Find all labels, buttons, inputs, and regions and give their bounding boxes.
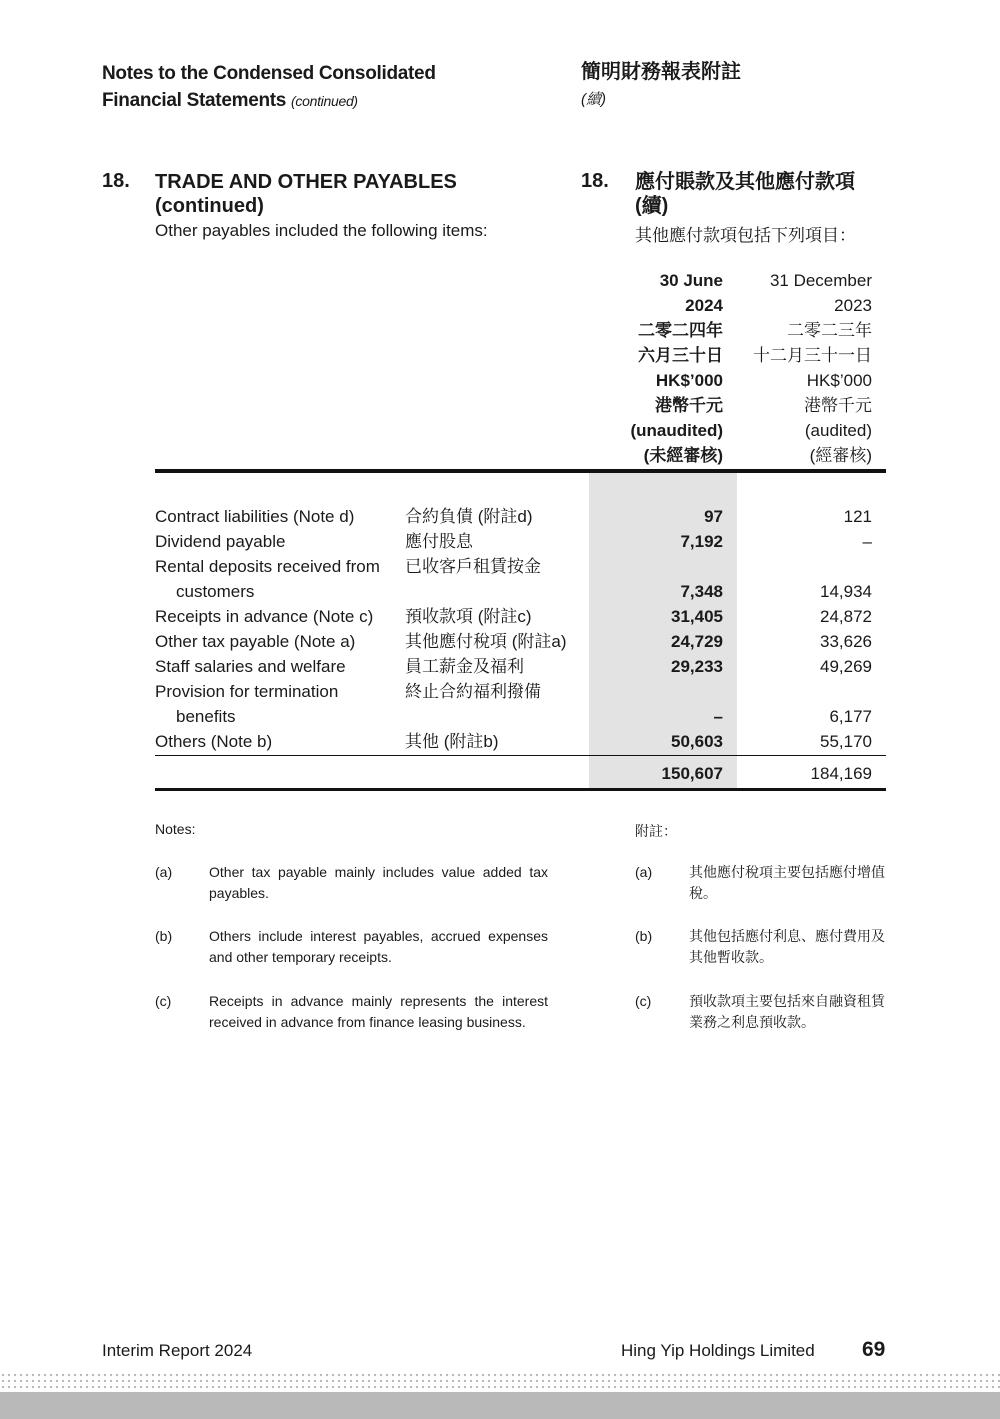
note-text-zh: 其他包括應付利息、應付費用及其他暫收款。 bbox=[689, 928, 885, 965]
row-value-previous: 14,934 bbox=[820, 582, 872, 601]
col-prev-line: 港幣千元 bbox=[804, 396, 872, 415]
note-letter-en: (a) bbox=[155, 864, 173, 880]
row-label-zh: 預收款項 (附註c) bbox=[405, 607, 532, 626]
row-label-en: Other tax payable (Note a) bbox=[155, 632, 356, 651]
row-label-en: Rental deposits received from bbox=[155, 557, 380, 576]
row-label-zh: 終止合約福利撥備 bbox=[405, 682, 541, 701]
header-line-2 bbox=[102, 87, 436, 115]
row-label-en: Receipts in advance (Note c) bbox=[155, 607, 374, 626]
col-cur-line: (unaudited) bbox=[630, 421, 723, 440]
col-cur-line: 六月三十日 bbox=[638, 346, 723, 365]
col-cur-line: 2024 bbox=[685, 296, 723, 315]
column-header-previous bbox=[737, 268, 872, 468]
page-number: 69 bbox=[862, 1338, 886, 1361]
running-header-zh-continued: (續) bbox=[581, 91, 606, 108]
col-prev-line: 31 December bbox=[769, 271, 872, 290]
total-current: 150,607 bbox=[661, 764, 723, 783]
row-value-previous: 49,269 bbox=[820, 657, 872, 676]
section-number-zh: 18. bbox=[581, 170, 609, 192]
header-line-1: Notes to the Condensed Consolidated bbox=[102, 63, 436, 84]
col-cur-line: (未經審核) bbox=[643, 446, 723, 465]
row-value-current: 50,603 bbox=[671, 732, 723, 751]
row-label-zh: 合約負債 (附註d) bbox=[405, 507, 533, 526]
section-title-zh-line1: 應付賬款及其他應付款項 bbox=[635, 171, 855, 193]
section-title-zh-line2: (續) bbox=[635, 195, 669, 217]
section-title-en bbox=[155, 170, 457, 218]
header-line-2-text: Financial Statements bbox=[102, 90, 287, 111]
row-value-current: 24,729 bbox=[671, 632, 723, 651]
row-value-current: 29,233 bbox=[671, 657, 723, 676]
row-label-en-cont: benefits bbox=[176, 707, 236, 726]
footer-dot-pattern bbox=[0, 1372, 1000, 1392]
section-number-en: 18. bbox=[102, 170, 130, 192]
row-label-en: Contract liabilities (Note d) bbox=[155, 507, 355, 526]
total-previous: 184,169 bbox=[810, 764, 872, 783]
row-value-previous: 55,170 bbox=[820, 732, 872, 751]
section-title-en-line1: TRADE AND OTHER PAYABLES bbox=[155, 171, 457, 193]
col-prev-line: (經審核) bbox=[809, 446, 872, 465]
col-prev-line: 2023 bbox=[834, 296, 872, 315]
col-prev-line: 二零二三年 bbox=[787, 321, 872, 340]
row-value-previous: – bbox=[862, 532, 872, 551]
col-cur-line: 二零二四年 bbox=[638, 321, 723, 340]
note-text-zh: 預收款項主要包括來自融資租賃業務之利息預收款。 bbox=[689, 993, 885, 1030]
note-letter-zh: (c) bbox=[635, 993, 652, 1009]
col-prev-line: (audited) bbox=[804, 421, 872, 440]
row-label-en: Provision for termination bbox=[155, 682, 339, 701]
notes-label-en: Notes: bbox=[155, 821, 196, 837]
row-value-previous: 33,626 bbox=[820, 632, 872, 651]
note-letter-en: (b) bbox=[155, 928, 173, 944]
row-label-zh: 應付股息 bbox=[405, 532, 473, 551]
notes-label-zh: 附註： bbox=[635, 823, 677, 839]
row-value-current: 7,192 bbox=[680, 532, 723, 551]
section-subtitle-zh: 其他應付款項包括下列項目： bbox=[635, 226, 856, 245]
row-value-previous: 121 bbox=[843, 507, 872, 526]
footer-report-title: Interim Report 2024 bbox=[102, 1341, 253, 1360]
row-value-previous: 24,872 bbox=[820, 607, 872, 626]
subtotal-rule bbox=[155, 755, 886, 756]
row-label-zh: 其他應付稅項 (附註a) bbox=[405, 632, 567, 651]
total-rule bbox=[155, 788, 886, 791]
row-label-en-cont: customers bbox=[176, 582, 255, 601]
row-value-current: 7,348 bbox=[680, 582, 723, 601]
column-header-current bbox=[590, 268, 723, 468]
col-cur-line: 港幣千元 bbox=[655, 396, 723, 415]
row-value-current: – bbox=[713, 707, 723, 726]
note-text-en: Receipts in advance mainly represents the interest received in advance from finance leasing business. bbox=[209, 993, 548, 1030]
section-title-en-line2: (continued) bbox=[155, 195, 264, 217]
row-label-zh: 員工薪金及福利 bbox=[405, 657, 524, 676]
col-prev-line: 十二月三十一日 bbox=[753, 346, 872, 365]
row-label-en: Dividend payable bbox=[155, 532, 286, 551]
note-letter-zh: (a) bbox=[635, 864, 653, 880]
section-title-zh bbox=[635, 170, 855, 218]
note-text-en: Other tax payable mainly includes value added tax payables. bbox=[209, 864, 548, 901]
row-label-zh: 其他 (附註b) bbox=[405, 732, 499, 751]
note-letter-en: (c) bbox=[155, 993, 172, 1009]
running-header-en bbox=[102, 60, 436, 115]
col-cur-line: HK$’000 bbox=[655, 371, 723, 390]
col-cur-line: 30 June bbox=[659, 271, 723, 290]
row-value-previous: 6,177 bbox=[829, 707, 872, 726]
row-label-en: Others (Note b) bbox=[155, 732, 273, 751]
col-prev-line: HK$’000 bbox=[806, 371, 872, 390]
note-text-zh: 其他應付稅項主要包括應付增值稅。 bbox=[689, 864, 885, 901]
row-label-zh: 已收客戶租賃按金 bbox=[405, 557, 541, 576]
running-header-zh: 簡明財務報表附註 bbox=[581, 61, 741, 83]
header-rule bbox=[155, 469, 886, 473]
note-text-en: Others include interest payables, accrued expenses and other temporary receipts. bbox=[209, 928, 548, 965]
note-letter-zh: (b) bbox=[635, 928, 653, 944]
section-subtitle-en: Other payables included the following items: bbox=[155, 221, 488, 240]
header-continued: (continued) bbox=[291, 93, 358, 109]
row-value-current: 97 bbox=[704, 507, 723, 526]
footer-company-name: Hing Yip Holdings Limited bbox=[621, 1341, 815, 1360]
footer-band bbox=[0, 1392, 1000, 1419]
row-value-current: 31,405 bbox=[671, 607, 723, 626]
row-label-en: Staff salaries and welfare bbox=[155, 657, 346, 676]
